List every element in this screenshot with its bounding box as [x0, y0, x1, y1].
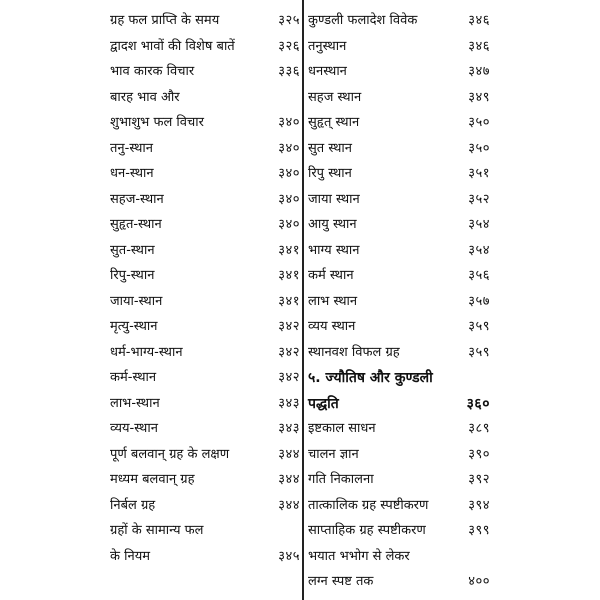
toc-entry-page-number: ३४२ [278, 370, 300, 385]
toc-entry [110, 60, 300, 84]
toc-entry-title: जाया स्थान [308, 191, 360, 207]
toc-entry-page-number: ३४१ [278, 268, 300, 283]
toc-entry-page-number: ३२६ [278, 38, 300, 54]
toc-entry-title: सुहृत् स्थान [308, 115, 360, 130]
toc-entry-title: जाया-स्थान [110, 293, 163, 309]
toc-entry-page-number: ३४३ [278, 421, 300, 436]
toc-entry [308, 9, 490, 33]
toc-entry-page-number: ३९० [468, 446, 490, 462]
toc-entry [110, 162, 300, 186]
toc-entry-page-number: ३४० [278, 166, 300, 181]
toc-entry [308, 60, 490, 84]
toc-entry-page-number: ३५४ [468, 217, 490, 232]
toc-entry-page-number: ३५० [468, 115, 490, 130]
toc-entry [110, 137, 300, 161]
toc-entry-title: ग्रह फल प्राप्ति के समय [110, 13, 220, 28]
toc-entry-title: पूर्ण बलवान् ग्रह के लक्षण [110, 446, 230, 462]
toc-entry [308, 570, 490, 594]
toc-entry [110, 290, 300, 314]
toc-entry [308, 315, 490, 339]
toc-entry-page-number: ३४४ [278, 472, 300, 487]
toc-entry-page-number: ३४० [278, 217, 300, 232]
toc-entry-page-number: ३२५ [278, 13, 300, 28]
toc-entry-title: लाभ स्थान [308, 293, 358, 309]
toc-entry [110, 239, 300, 263]
toc-entry-title: रिपु-स्थान [110, 268, 155, 283]
toc-entry-page-number: ३४७ [468, 64, 490, 79]
toc-entry-page-number: ३४१ [278, 242, 300, 258]
toc-entry-page-number: ३५७ [468, 293, 490, 309]
toc-entry-page-number: ३४० [278, 115, 300, 130]
toc-entry-title: ग्रहों के सामान्य फल [110, 523, 204, 538]
toc-entry-title: तनुस्थान [308, 38, 347, 54]
toc-entry [308, 366, 490, 390]
toc-entry [308, 468, 490, 492]
toc-entry-page-number: ३४९ [468, 89, 490, 105]
toc-entry-title: पद्धति [308, 395, 339, 412]
toc-entry-title: साप्ताहिक ग्रह स्पष्टीकरण [308, 523, 426, 538]
toc-entry-page-number: ३९२ [468, 472, 490, 487]
toc-entry-page-number: ३९९ [468, 523, 490, 538]
toc-entry-page-number: ३४४ [278, 446, 300, 462]
toc-entry-page-number: ३४६ [468, 13, 490, 28]
toc-entry-page-number: ३३६ [278, 64, 300, 79]
toc-entry-page-number: ३५० [468, 140, 490, 156]
toc-entry [308, 494, 490, 518]
toc-entry-page-number: ३४२ [278, 319, 300, 334]
toc-entry-title: शुभाशुभ फल विचार [110, 115, 204, 130]
toc-entry-page-number: ३४६ [468, 38, 490, 54]
toc-entry-title: तात्कालिक ग्रह स्पष्टीकरण [308, 497, 429, 513]
toc-entry [308, 86, 490, 110]
toc-entry-title: भयात भभोग से लेकर [308, 548, 410, 564]
toc-entry [110, 545, 300, 569]
toc-entry-page-number: ३९४ [468, 497, 490, 513]
toc-entry-page-number: ३४५ [278, 548, 300, 564]
toc-entry-title: निर्बल ग्रह [110, 497, 156, 513]
toc-entry [308, 111, 490, 135]
toc-entry [308, 35, 490, 59]
toc-entry [110, 188, 300, 212]
toc-entry-title: भाव कारक विचार [110, 64, 195, 79]
toc-entry-title: लाभ-स्थान [110, 395, 160, 411]
toc-entry-title: आयु स्थान [308, 217, 357, 232]
toc-entry-title: कुण्डली फलादेश विवेक [308, 13, 418, 28]
toc-entry-title: लग्न स्पष्ट तक [308, 574, 374, 589]
toc-entry-title: धर्म-भाग्य-स्थान [110, 344, 183, 360]
toc-entry [308, 519, 490, 543]
toc-entry-title: व्यय-स्थान [110, 421, 158, 436]
toc-entry-title: इष्टकाल साधन [308, 421, 376, 436]
toc-entry-page-number: ३४२ [278, 344, 300, 360]
toc-entry-page-number: ३५९ [468, 319, 490, 334]
toc-entry-page-number: ३५९ [468, 344, 490, 360]
toc-entry [308, 290, 490, 314]
toc-entry-title: सुत-स्थान [110, 242, 155, 258]
toc-entry-page-number: ३४० [278, 191, 300, 207]
toc-entry-page-number: ३४३ [278, 395, 300, 411]
toc-entry-title: मध्यम बलवान् ग्रह [110, 472, 195, 487]
toc-entry-title: द्वादश भावों की विशेष बातें [110, 38, 235, 54]
toc-entry [110, 392, 300, 416]
toc-entry [308, 137, 490, 161]
toc-entry [110, 111, 300, 135]
toc-entry-title: सुहृत-स्थान [110, 217, 162, 232]
toc-entry-page-number: ३५२ [468, 191, 490, 207]
toc-entry-title: कर्म स्थान [308, 268, 354, 283]
toc-entry [308, 264, 490, 288]
toc-entry-title: रिपु स्थान [308, 166, 352, 181]
toc-entry-title: बारह भाव और [110, 89, 180, 105]
toc-entry-title: धनस्थान [308, 64, 347, 79]
toc-entry-title: ५. ज्यौतिष और कुण्डली [308, 370, 433, 386]
toc-entry-title: चालन ज्ञान [308, 446, 359, 462]
toc-entry-page-number: ३५१ [468, 166, 490, 181]
toc-entry-title: के नियम [110, 548, 151, 564]
toc-entry-title: धन-स्थान [110, 166, 154, 181]
toc-entry [308, 239, 490, 263]
toc-entry [110, 341, 300, 365]
toc-entry-page-number: ३५४ [468, 242, 490, 258]
toc-entry-title: सुत स्थान [308, 140, 353, 156]
toc-entry [308, 392, 490, 416]
column-divider [302, 0, 304, 600]
toc-entry [110, 494, 300, 518]
toc-entry [110, 213, 300, 237]
toc-entry [110, 35, 300, 59]
toc-entry [110, 264, 300, 288]
toc-entry-title: कर्म-स्थान [110, 370, 157, 385]
toc-entry-title: गति निकालना [308, 472, 374, 487]
toc-entry-title: सहज स्थान [308, 89, 362, 105]
toc-entry-page-number: ३५६ [468, 268, 490, 283]
toc-entry [110, 366, 300, 390]
toc-entry-title: मृत्यु-स्थान [110, 319, 158, 334]
toc-entry [308, 213, 490, 237]
toc-entry [308, 545, 490, 569]
toc-entry-page-number: ३८९ [468, 421, 490, 436]
toc-entry [110, 468, 300, 492]
toc-entry [308, 341, 490, 365]
toc-entry-page-number: ४०० [468, 574, 490, 589]
toc-left-column [110, 0, 300, 600]
toc-entry [110, 443, 300, 467]
toc-entry-page-number: ३६० [466, 395, 490, 412]
toc-entry-page-number: ३४१ [278, 293, 300, 309]
toc-entry-title: भाग्य स्थान [308, 242, 360, 258]
toc-entry [308, 417, 490, 441]
toc-entry [110, 9, 300, 33]
toc-entry-page-number: ३४४ [278, 497, 300, 513]
toc-entry-title: स्थानवश विफल ग्रह [308, 344, 400, 360]
toc-entry [110, 86, 300, 110]
toc-entry-title: तनु-स्थान [110, 140, 154, 156]
toc-entry [110, 315, 300, 339]
toc-entry [110, 519, 300, 543]
toc-entry-title: सहज-स्थान [110, 191, 164, 207]
toc-entry [308, 188, 490, 212]
toc-entry-title: व्यय स्थान [308, 319, 356, 334]
toc-entry [308, 443, 490, 467]
toc-entry [110, 417, 300, 441]
toc-entry-page-number: ३४० [278, 140, 300, 156]
toc-right-column [308, 0, 490, 600]
toc-entry [308, 162, 490, 186]
